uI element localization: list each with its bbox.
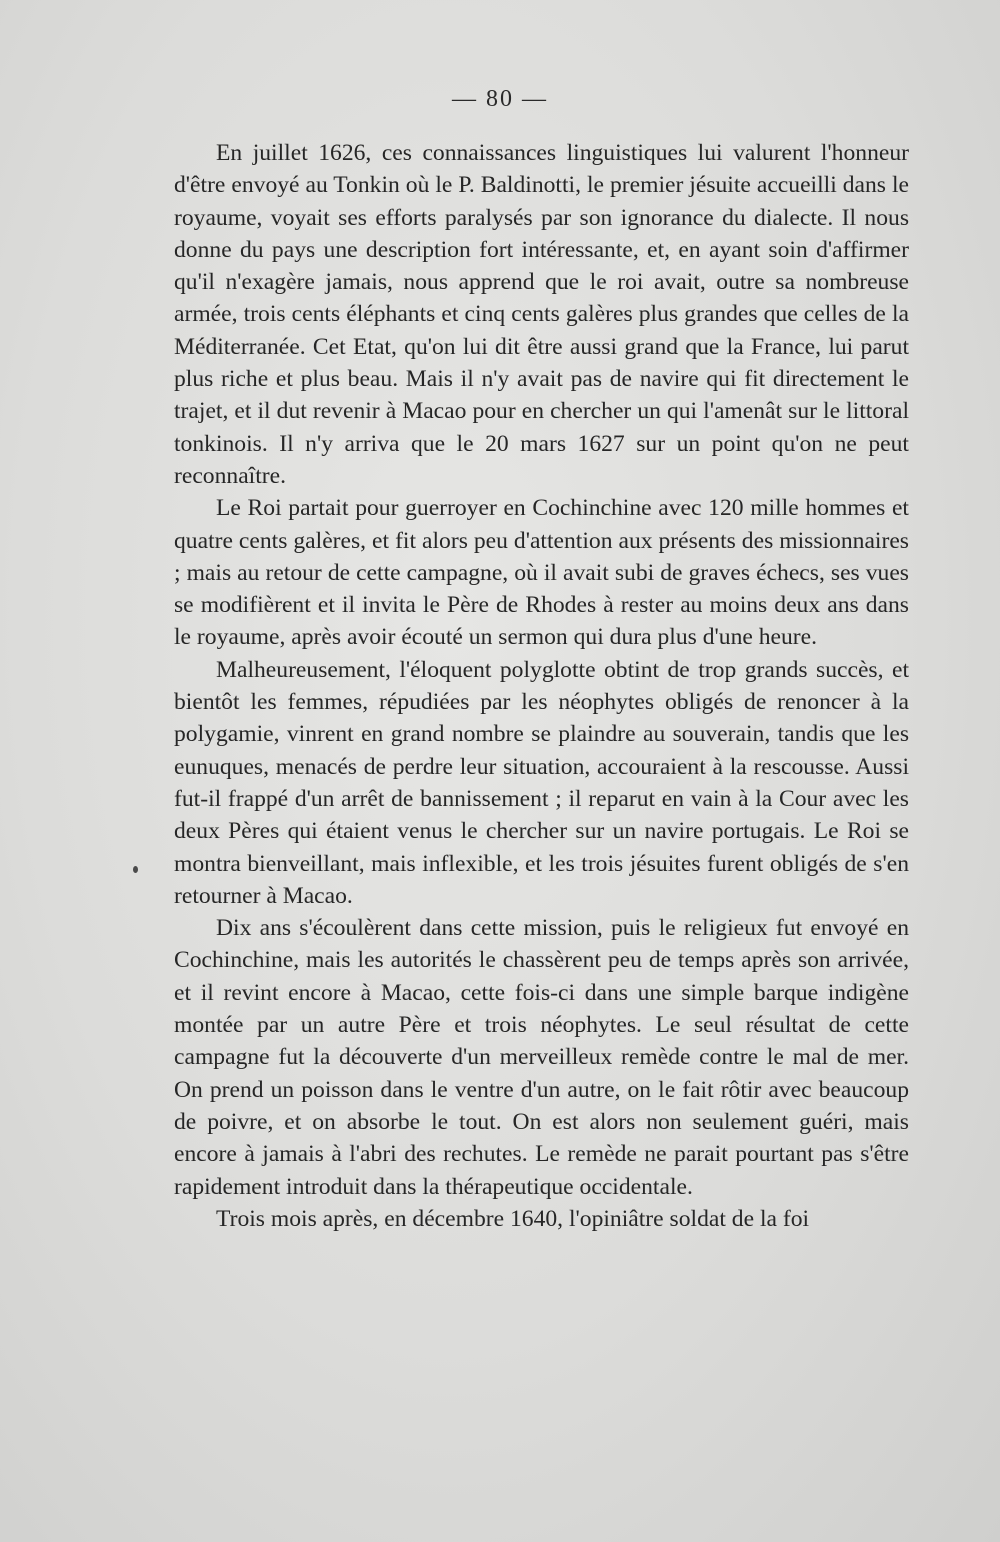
paragraph: Le Roi partait pour guerroyer en Cochinchine avec 120 mille hommes et quatre cents galères, et fit alors peu d'attention aux présents des missionnaires ; mais au retour de cette campagne, où il avait subi de graves échecs, ses vues se modifièrent et il invita le Père de Rhodes à rester au moins deux ans dans le royaume, après avoir écouté un sermon qui dura plus d'une heure. [174, 495, 909, 651]
ink-speck [133, 866, 138, 873]
page-number: — 80 — [452, 86, 548, 112]
paragraph: Dix ans s'écoulèrent dans cette mission, puis le religieux fut envoyé en Cochinchine, mais les autorités le chassèrent peu de temps après son arrivée, et il revint encore à Macao, cette fois-ci dans une simple barque indigène montée par un autre Père et trois néophytes. Le seul résultat de cette campagne fut la découverte d'un merveilleux remède contre le mal de mer. On prend un poisson dans le ventre d'un autre, on le fait rôtir avec beaucoup de poivre, et on absorbe le tout. On est alors non seulement guéri, mais encore à jamais à l'abri des rechutes. Le remède ne parait pourtant pas s'être rapidement introduit dans la thérapeutique occidentale. [174, 915, 909, 1200]
paragraph: Malheureusement, l'éloquent polyglotte obtint de trop grands succès, et bientôt les femmes, répudiées par les néophytes obligés de renoncer à la polygamie, vinrent en grand nombre se plaindre au souverain, tandis que les eunuques, menacés de perdre leur situation, accouraient à la rescousse. Aussi fut-il frappé d'un arrêt de bannissement ; il reparut en vain à la Cour avec les deux Pères qui étaient venus le chercher sur un navire portugais. Le Roi se montra bienveillant, mais inflexible, et les trois jésuites furent obligés de s'en retourner à Macao. [174, 656, 909, 909]
paragraph: En juillet 1626, ces connaissances linguistiques lui valurent l'honneur d'être envoyé au Tonkin où le P. Baldinotti, le premier jésuite accueilli dans le royaume, voyait ses efforts paralysés par son ignorance du dialecte. Il nous donne du pays une description fort intéressante, et, en ayant soin d'affirmer qu'il n'exagère jamais, nous apprend que le roi avait, outre sa nombreuse armée, trois cents éléphants et cinq cents galères plus grandes que celles de la Méditerranée. Cet Etat, qu'on lui dit être aussi grand que la France, lui parut plus riche et plus beau. Mais il n'y avait pas de navire qui fit directement le trajet, et il dut revenir à Macao pour en chercher un qui l'amenât sur le littoral tonkinois. Il n'y arriva que le 20 mars 1627 sur un point qu'on ne peut reconnaître. [174, 140, 909, 489]
body-text [174, 137, 909, 1235]
paragraph-last: Trois mois après, en décembre 1640, l'opiniâtre soldat de la foi [216, 1205, 810, 1232]
